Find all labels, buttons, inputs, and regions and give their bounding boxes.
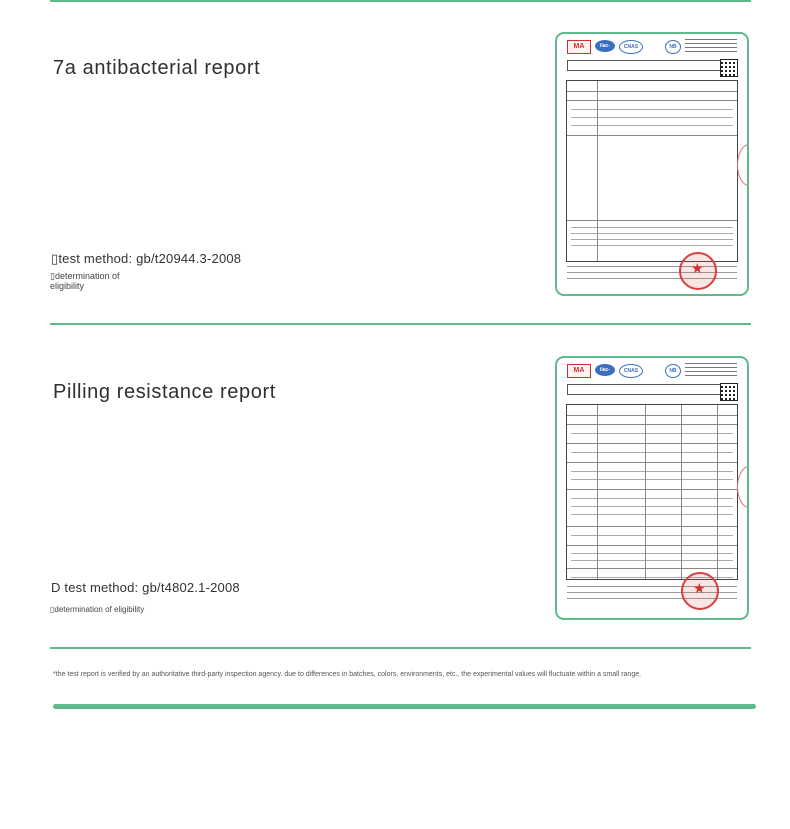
ilac-logo-icon: ilac-MRA	[595, 40, 615, 52]
antibacterial-report-image	[555, 32, 749, 296]
cnas-logo-icon: CNAS	[619, 364, 643, 378]
disclaimer-note: *the test report is verified by an authoritative third-party inspection agency. due to differences in batches, colors, environments, etc., the experimental values will fluctuate within a small range.	[53, 671, 642, 678]
partial-seal-stamp-icon	[737, 466, 749, 508]
qr-code-icon	[720, 383, 738, 401]
red-seal-stamp-icon	[679, 252, 717, 290]
report-title-bar	[567, 384, 737, 395]
partial-seal-stamp-icon	[737, 144, 749, 186]
report-header-text	[685, 363, 737, 379]
ma-logo-icon: MA	[567, 364, 591, 378]
antibacterial-section	[0, 0, 790, 325]
eligibility-label: ▯determination of eligibility	[50, 605, 145, 614]
pilling-report-image	[555, 356, 749, 620]
pilling-section	[0, 325, 790, 648]
report-header-text	[685, 39, 737, 55]
ilac-logo-icon: ilac-MRA	[595, 364, 615, 376]
eligibility-label: ▯determination of eligibility	[50, 271, 120, 291]
bottom-divider	[50, 647, 751, 649]
accent-bar	[53, 704, 756, 709]
section-title: Pilling resistance report	[53, 381, 276, 403]
cnas-logo-icon: CNAS	[619, 40, 643, 54]
report-table	[566, 404, 738, 580]
certification-logos	[567, 38, 737, 61]
test-method: D test method: gb/t4802.1-2008	[51, 580, 240, 595]
certification-logos	[567, 362, 737, 385]
test-method: ▯test method: gb/t20944.3-2008	[51, 251, 242, 266]
ma-logo-icon: MA	[567, 40, 591, 54]
red-seal-stamp-icon	[681, 572, 719, 610]
section-title: 7a antibacterial report	[53, 57, 261, 79]
nb-logo-icon: NB	[665, 40, 681, 54]
report-table	[566, 80, 738, 262]
nb-logo-icon: NB	[665, 364, 681, 378]
report-title-bar	[567, 60, 737, 71]
qr-code-icon	[720, 59, 738, 77]
